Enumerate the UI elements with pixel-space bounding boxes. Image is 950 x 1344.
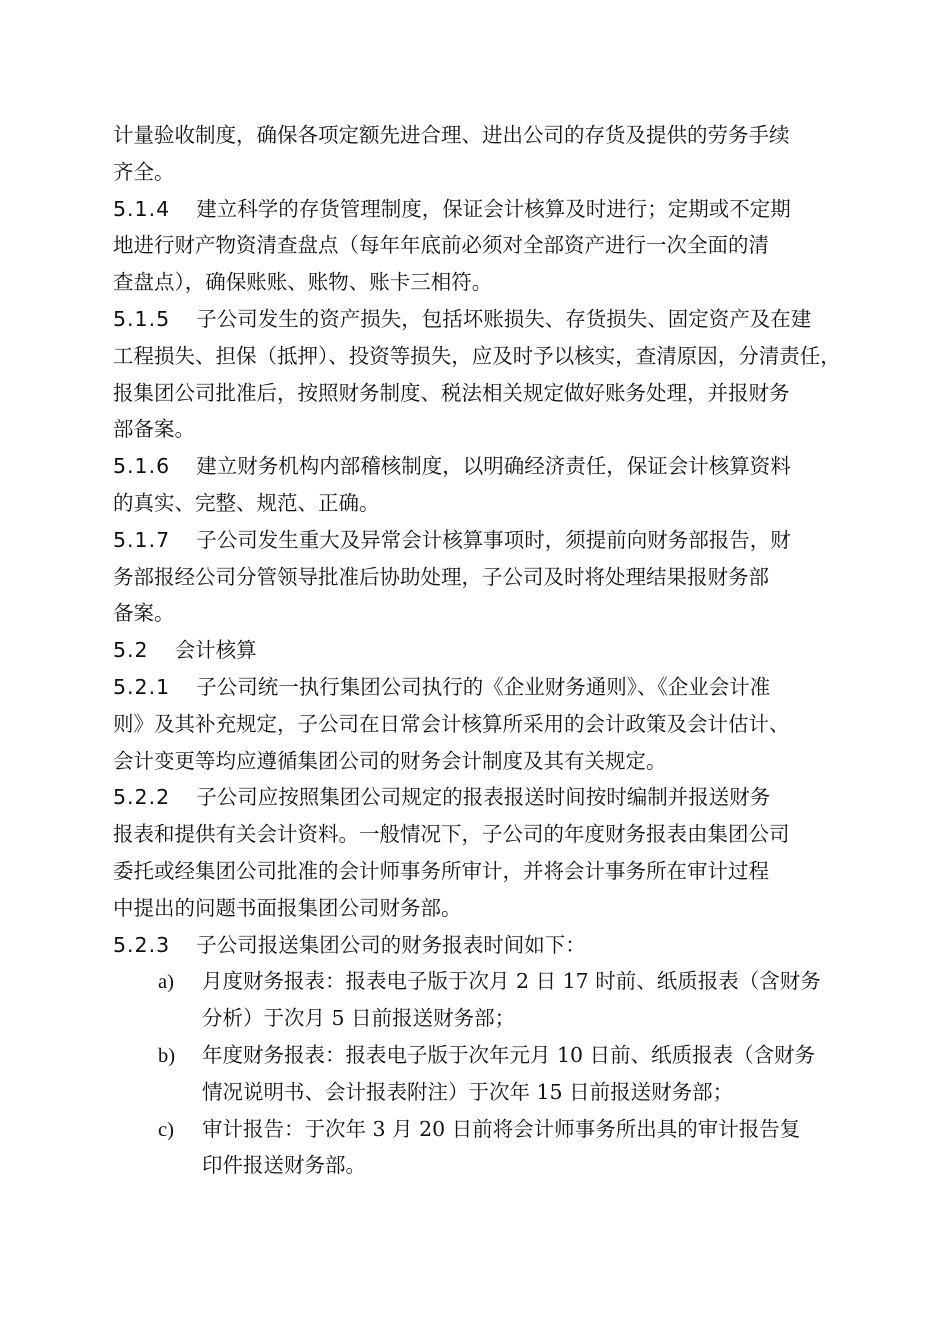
paragraph-line: 备案。 xyxy=(113,601,175,626)
section-text: 子公司统一执行集团公司执行的《企业财务通则》、《企业会计准 xyxy=(196,674,771,699)
list-item-continuation: 印件报送财务部。 xyxy=(202,1153,366,1178)
section-number: 5.1.4 xyxy=(113,196,171,221)
paragraph-line: 委托或经集团公司批准的会计师事务所审计，并将会计事务所在审计过程 xyxy=(113,858,769,883)
paragraph-line: 齐全。 xyxy=(113,159,175,184)
list-item-continuation: 情况说明书、会计报表附注）于次年 15 日前报送财务部； xyxy=(202,1079,734,1104)
section-text: 建立科学的存货管理制度，保证会计核算及时进行；定期或不定期 xyxy=(196,196,791,221)
section-5-2-1-line xyxy=(113,669,853,706)
paragraph-line: 地进行财产物资清查盘点（每年年底前必须对全部资产进行一次全面的清 xyxy=(113,233,769,258)
section-5-1-6-line xyxy=(113,448,853,485)
paragraph-line: 的真实、完整、规范、正确。 xyxy=(113,490,380,515)
paragraph-line: 务部报经公司分管领导批准后协助处理，子公司及时将处理结果报财务部 xyxy=(113,564,769,589)
paragraph-line: 工程损失、担保（抵押）、投资等损失，应及时予以核实，查清原因，分清责任， xyxy=(113,343,841,368)
list-text: 月度财务报表：报表电子版于次月 2 日 17 时前、纸质报表（含财务 xyxy=(202,969,821,994)
paragraph-line: 部备案。 xyxy=(113,417,195,442)
section-title: 会计核算 xyxy=(174,638,257,663)
section-heading-5-2 xyxy=(113,632,853,669)
section-number: 5.1.5 xyxy=(113,306,171,331)
paragraph-line: 查盘点），确保账账、账物、账卡三相符。 xyxy=(113,270,493,295)
document-body xyxy=(113,117,853,1184)
section-5-1-5-line xyxy=(113,301,853,338)
section-text: 子公司报送集团公司的财务报表时间如下： xyxy=(196,932,586,957)
paragraph-line: 报表和提供有关会计资料。一般情况下，子公司的年度财务报表由集团公司 xyxy=(113,822,790,847)
section-number: 5.2 xyxy=(113,638,149,663)
section-text: 子公司应按照集团公司规定的报表报送时间按时编制并报送财务 xyxy=(196,785,771,810)
list-marker: b) xyxy=(158,1044,176,1067)
paragraph-line: 中提出的问题书面报集团公司财务部。 xyxy=(113,895,462,920)
list-text: 年度财务报表：报表电子版于次年元月 10 日前、纸质报表（含财务 xyxy=(202,1042,816,1067)
list-item-continuation: 分析）于次月 5 日前报送财务部； xyxy=(202,1006,516,1031)
section-text: 子公司发生的资产损失，包括坏账损失、存货损失、固定资产及在建 xyxy=(196,306,812,331)
section-5-1-4-line xyxy=(113,191,853,228)
paragraph-line: 则》及其补充规定，子公司在日常会计核算所采用的会计政策及会计估计、 xyxy=(113,711,790,736)
section-5-2-2-line xyxy=(113,779,853,816)
list-item-c xyxy=(158,1111,853,1148)
section-number: 5.2.2 xyxy=(113,785,171,810)
section-number: 5.1.6 xyxy=(113,454,171,479)
section-text: 子公司发生重大及异常会计核算事项时，须提前向财务部报告，财 xyxy=(196,527,791,552)
section-number: 5.2.3 xyxy=(113,932,171,957)
paragraph-line: 报集团公司批准后，按照财务制度、税法相关规定做好账务处理，并报财务 xyxy=(113,380,790,405)
section-text: 建立财务机构内部稽核制度，以明确经济责任，保证会计核算资料 xyxy=(196,454,791,479)
section-number: 5.1.7 xyxy=(113,527,171,552)
list-item-b xyxy=(158,1037,853,1074)
list-item-a xyxy=(158,963,853,1000)
section-number: 5.2.1 xyxy=(113,674,171,699)
paragraph-line: 计量验收制度，确保各项定额先进合理、进出公司的存货及提供的劳务手续 xyxy=(113,123,790,147)
paragraph-line: 会计变更等均应遵循集团公司的财务会计制度及其有关规定。 xyxy=(113,748,667,773)
list-marker: c) xyxy=(158,1118,174,1141)
list-text: 审计报告：于次年 3 月 20 日前将会计师事务所出具的审计报告复 xyxy=(202,1116,801,1141)
section-5-2-3-line xyxy=(113,927,853,964)
section-5-1-7-line xyxy=(113,522,853,559)
list-marker: a) xyxy=(158,971,174,994)
